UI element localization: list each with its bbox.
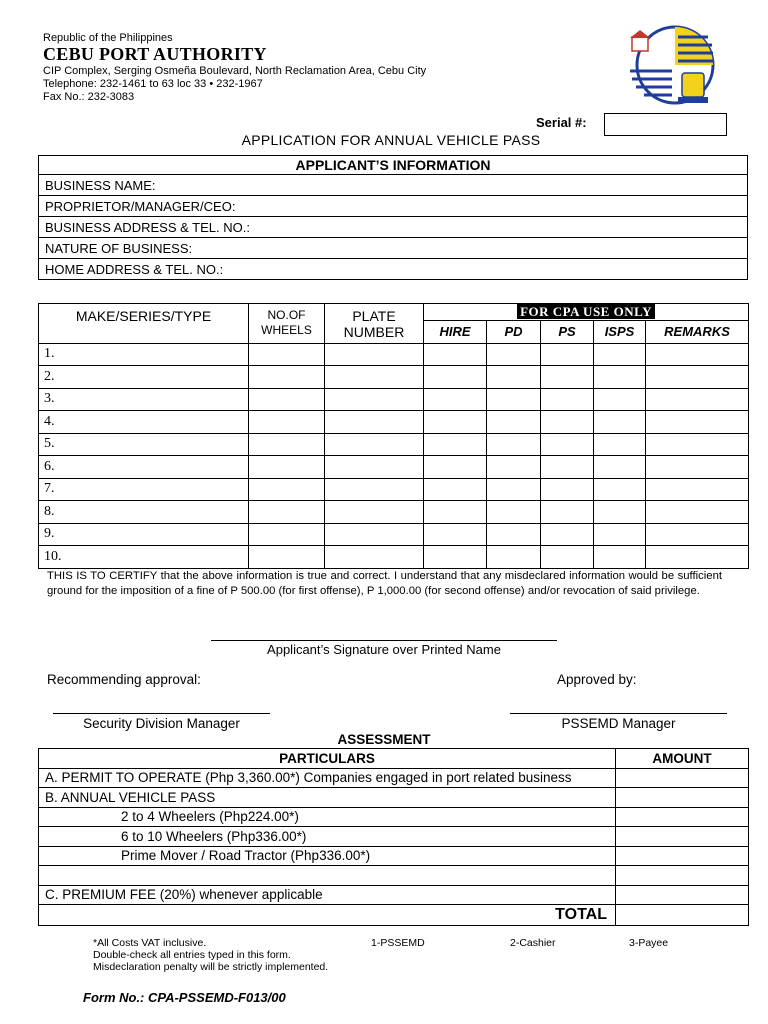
amount-cell[interactable] xyxy=(616,768,749,788)
remarks-cell[interactable] xyxy=(646,388,749,411)
plate-cell[interactable] xyxy=(325,478,424,501)
double-check-note: Double-check all entries typed in this form. xyxy=(93,949,291,961)
vehicle-row-number[interactable]: 1. xyxy=(39,343,249,366)
ps-cell[interactable] xyxy=(541,366,594,389)
org-name: CEBU PORT AUTHORITY xyxy=(43,44,267,64)
assessment-table xyxy=(38,748,749,926)
footer-notes xyxy=(93,937,328,973)
pd-cell[interactable] xyxy=(487,433,541,456)
hire-cell[interactable] xyxy=(424,456,487,479)
remarks-cell[interactable] xyxy=(646,478,749,501)
col-pd: PD xyxy=(487,321,541,344)
plate-cell[interactable] xyxy=(325,411,424,434)
vehicle-row-number[interactable]: 9. xyxy=(39,523,249,546)
copy-payee: 3-Payee xyxy=(629,937,669,949)
wheels-cell[interactable] xyxy=(249,501,325,524)
plate-cell[interactable] xyxy=(325,456,424,479)
certification-text: THIS IS TO CERTIFY that the above information is true and correct. I understand that any misdeclared information would be sufficient ground for the imposition of a fine of P 500.00 (for first offense), P 1,000.00 (for second offense) and/or revocation of said privilege. xyxy=(47,570,722,597)
plate-cell[interactable] xyxy=(325,523,424,546)
vehicle-row-number[interactable]: 10. xyxy=(39,546,249,569)
isps-cell[interactable] xyxy=(594,366,646,389)
vehicle-row-number[interactable]: 6. xyxy=(39,456,249,479)
vehicle-row-number[interactable]: 3. xyxy=(39,388,249,411)
remarks-cell[interactable] xyxy=(646,523,749,546)
col-wheels-line2: WHEELS xyxy=(261,323,312,337)
wheels-cell[interactable] xyxy=(249,456,325,479)
particulars-cell: 2 to 4 Wheelers (Php224.00*) xyxy=(39,807,616,827)
ps-cell[interactable] xyxy=(541,456,594,479)
vehicle-table xyxy=(38,303,749,569)
vehicle-row-number[interactable]: 4. xyxy=(39,411,249,434)
amount-cell[interactable] xyxy=(616,807,749,827)
assessment-row xyxy=(39,807,749,827)
ps-cell[interactable] xyxy=(541,478,594,501)
isps-cell[interactable] xyxy=(594,433,646,456)
col-hire: HIRE xyxy=(424,321,487,344)
vehicle-row xyxy=(39,411,749,434)
pd-cell[interactable] xyxy=(487,366,541,389)
field-label: PROPRIETOR/MANAGER/CEO: xyxy=(45,198,236,214)
particulars-cell xyxy=(39,866,616,886)
isps-cell[interactable] xyxy=(594,546,646,569)
col-ps: PS xyxy=(541,321,594,344)
vehicle-row-number[interactable]: 2. xyxy=(39,366,249,389)
hire-cell[interactable] xyxy=(424,411,487,434)
assessment-row xyxy=(39,788,749,808)
serial-label: Serial #: xyxy=(536,115,587,130)
wheels-cell[interactable] xyxy=(249,343,325,366)
pd-cell[interactable] xyxy=(487,388,541,411)
ps-cell[interactable] xyxy=(541,501,594,524)
proprietor-field[interactable] xyxy=(39,196,748,217)
vehicle-row xyxy=(39,456,749,479)
vat-note: *All Costs VAT inclusive. xyxy=(93,937,207,949)
hire-cell[interactable] xyxy=(424,433,487,456)
applicant-signature-line[interactable] xyxy=(211,640,557,641)
applicant-signature-label: Applicant’s Signature over Printed Name xyxy=(267,642,501,657)
particulars-cell: Prime Mover / Road Tractor (Php336.00*) xyxy=(39,846,616,866)
pd-cell[interactable] xyxy=(487,478,541,501)
ps-cell[interactable] xyxy=(541,388,594,411)
total-amount-cell[interactable] xyxy=(616,905,749,926)
amount-cell[interactable] xyxy=(616,788,749,808)
vehicle-row xyxy=(39,366,749,389)
org-fax: Fax No.: 232-3083 xyxy=(43,91,135,103)
vehicle-row-number[interactable]: 8. xyxy=(39,501,249,524)
amount-cell[interactable] xyxy=(616,827,749,847)
pd-cell[interactable] xyxy=(487,456,541,479)
pssemd-manager-label: PSSEMD Manager xyxy=(561,716,676,731)
isps-cell[interactable] xyxy=(594,478,646,501)
security-manager-label: Security Division Manager xyxy=(83,716,240,731)
wheels-cell[interactable] xyxy=(249,546,325,569)
particulars-cell: 6 to 10 Wheelers (Php336.00*) xyxy=(39,827,616,847)
particulars-cell: C. PREMIUM FEE (20%) whenever applicable xyxy=(39,885,616,905)
isps-cell[interactable] xyxy=(594,523,646,546)
hire-cell[interactable] xyxy=(424,523,487,546)
assessment-row xyxy=(39,885,749,905)
hire-cell[interactable] xyxy=(424,388,487,411)
plate-cell[interactable] xyxy=(325,366,424,389)
form-title: APPLICATION FOR ANNUAL VEHICLE PASS xyxy=(241,132,541,148)
security-signature-line[interactable] xyxy=(53,713,270,714)
particulars-cell: A. PERMIT TO OPERATE (Php 3,360.00*) Companies engaged in port related business xyxy=(39,768,616,788)
remarks-cell[interactable] xyxy=(646,366,749,389)
amount-cell[interactable] xyxy=(616,866,749,886)
col-plate-line1: PLATE xyxy=(352,308,396,324)
ps-cell[interactable] xyxy=(541,546,594,569)
isps-cell[interactable] xyxy=(594,501,646,524)
hire-cell[interactable] xyxy=(424,546,487,569)
field-label: NATURE OF BUSINESS: xyxy=(45,240,193,256)
col-make-series: MAKE/SERIES/TYPE xyxy=(39,304,249,344)
col-no-of-wheels xyxy=(249,304,325,344)
vehicle-rows xyxy=(39,343,749,568)
pd-cell[interactable] xyxy=(487,523,541,546)
plate-cell[interactable] xyxy=(325,546,424,569)
wheels-cell[interactable] xyxy=(249,411,325,434)
country-label: Republic of the Philippines xyxy=(43,32,173,44)
home-address-field[interactable] xyxy=(39,259,748,280)
col-amount: AMOUNT xyxy=(616,749,749,769)
cpa-use-header xyxy=(424,304,749,321)
vehicle-row-number[interactable]: 7. xyxy=(39,478,249,501)
remarks-cell[interactable] xyxy=(646,433,749,456)
wheels-cell[interactable] xyxy=(249,433,325,456)
org-telephone: Telephone: 232-1461 to 63 loc 33 • 232-1967 xyxy=(43,78,263,90)
assessment-row xyxy=(39,827,749,847)
remarks-cell[interactable] xyxy=(646,343,749,366)
particulars-cell: B. ANNUAL VEHICLE PASS xyxy=(39,788,616,808)
vehicle-row xyxy=(39,343,749,366)
remarks-cell[interactable] xyxy=(646,546,749,569)
wheels-cell[interactable] xyxy=(249,388,325,411)
vehicle-row xyxy=(39,388,749,411)
penalty-note: Misdeclaration penalty will be strictly implemented. xyxy=(93,961,329,973)
pd-cell[interactable] xyxy=(487,546,541,569)
ps-cell[interactable] xyxy=(541,343,594,366)
col-remarks: REMARKS xyxy=(646,321,749,344)
amount-cell[interactable] xyxy=(616,885,749,905)
ps-cell[interactable] xyxy=(541,411,594,434)
copy-pssemd: 1-PSSEMD xyxy=(371,937,425,949)
assessment-row xyxy=(39,768,749,788)
assessment-row xyxy=(39,846,749,866)
remarks-cell[interactable] xyxy=(646,456,749,479)
cpa-use-label: FOR CPA USE ONLY xyxy=(517,304,655,319)
org-address: CIP Complex, Serging Osmeña Boulevard, North Reclamation Area, Cebu City xyxy=(43,65,427,77)
ps-cell[interactable] xyxy=(541,523,594,546)
col-particulars: PARTICULARS xyxy=(39,749,616,769)
isps-cell[interactable] xyxy=(594,456,646,479)
isps-cell[interactable] xyxy=(594,411,646,434)
field-label: BUSINESS NAME: xyxy=(45,177,156,193)
field-label: BUSINESS ADDRESS & TEL. NO.: xyxy=(45,219,250,235)
total-label: TOTAL xyxy=(39,905,616,926)
wheels-cell[interactable] xyxy=(249,478,325,501)
approved-by-label: Approved by: xyxy=(557,672,637,687)
assessment-rows xyxy=(39,768,749,905)
col-plate-line2: NUMBER xyxy=(343,324,405,340)
col-plate-number xyxy=(325,304,424,344)
plate-cell[interactable] xyxy=(325,388,424,411)
pd-cell[interactable] xyxy=(487,501,541,524)
amount-cell[interactable] xyxy=(616,846,749,866)
hire-cell[interactable] xyxy=(424,478,487,501)
plate-cell[interactable] xyxy=(325,433,424,456)
plate-cell[interactable] xyxy=(325,343,424,366)
assessment-row xyxy=(39,866,749,886)
isps-cell[interactable] xyxy=(594,343,646,366)
col-wheels-line1: NO.OF xyxy=(267,308,306,322)
applicant-info-table xyxy=(38,155,748,280)
plate-cell[interactable] xyxy=(325,501,424,524)
hire-cell[interactable] xyxy=(424,366,487,389)
hire-cell[interactable] xyxy=(424,501,487,524)
vehicle-row xyxy=(39,523,749,546)
vehicle-row xyxy=(39,433,749,456)
field-label: HOME ADDRESS & TEL. NO.: xyxy=(45,261,224,277)
wheels-cell[interactable] xyxy=(249,523,325,546)
vehicle-row xyxy=(39,546,749,569)
pd-cell[interactable] xyxy=(487,343,541,366)
remarks-cell[interactable] xyxy=(646,501,749,524)
business-address-field[interactable] xyxy=(39,217,748,238)
ps-cell[interactable] xyxy=(541,433,594,456)
isps-cell[interactable] xyxy=(594,388,646,411)
cpa-logo-icon xyxy=(620,25,730,110)
applicant-section-title: APPLICANT’S INFORMATION xyxy=(39,156,748,175)
pd-cell[interactable] xyxy=(487,411,541,434)
vehicle-row-number[interactable]: 5. xyxy=(39,433,249,456)
col-isps: ISPS xyxy=(594,321,646,344)
nature-of-business-field[interactable] xyxy=(39,238,748,259)
business-name-field[interactable] xyxy=(39,175,748,196)
recommending-label: Recommending approval: xyxy=(47,672,201,687)
form-number: Form No.: CPA-PSSEMD-F013/00 xyxy=(83,990,286,1005)
pssemd-signature-line[interactable] xyxy=(510,713,727,714)
copy-cashier: 2-Cashier xyxy=(510,937,556,949)
vehicle-row xyxy=(39,501,749,524)
hire-cell[interactable] xyxy=(424,343,487,366)
assessment-title: ASSESSMENT xyxy=(337,732,431,747)
remarks-cell[interactable] xyxy=(646,411,749,434)
vehicle-row xyxy=(39,478,749,501)
wheels-cell[interactable] xyxy=(249,366,325,389)
